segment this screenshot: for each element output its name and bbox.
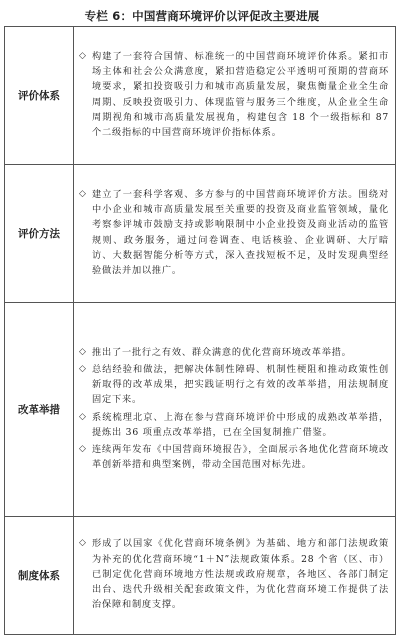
- item-text: 系统梳理北京、上海在参与营商环境评价中形成的成熟改革举措，提炼出 36 项重点改革举措，已在全国复制推广借鉴。: [92, 411, 389, 438]
- list-item: [79, 345, 389, 360]
- item-text: 推出了一批行之有效、群众满意的优化营商环境改革举措。: [92, 346, 352, 358]
- list-item: [79, 49, 389, 140]
- list-item: [79, 536, 389, 612]
- list-item: [79, 442, 389, 472]
- category-label: 制度体系: [5, 517, 74, 635]
- category-label: 评价体系: [5, 27, 74, 165]
- diamond-bullet-icon: ◇: [79, 538, 87, 549]
- category-content: [74, 303, 396, 517]
- item-text: 形成了以国家《优化营商环境条例》为基础、地方和部门法规政策为补充的优化营商环境“1＋N”法规政策体系。28 个省（区、市）已制定优化营商环境地方性法规或政府规章，各地区、各部门制定出台、迭代升级相关配套政策文件，为优化营商环境工作提供了法治保障和制度支撑。: [92, 538, 389, 611]
- diamond-bullet-icon: ◇: [79, 363, 87, 374]
- list-item: [79, 187, 389, 278]
- box-title: 专栏 6：中国营商环境评价以评促改主要进展: [84, 9, 320, 23]
- diamond-bullet-icon: ◇: [79, 50, 87, 61]
- list-item: [79, 410, 389, 440]
- category-label: 改革举措: [5, 303, 74, 517]
- diamond-bullet-icon: ◇: [79, 443, 87, 454]
- item-text: 连续两年发布《中国营商环境报告》，全面展示各地优化营商环境改革创新举措和典型案例，带动全国范围对标先进。: [92, 443, 389, 471]
- category-content: [74, 517, 396, 635]
- category-content: [74, 165, 396, 303]
- category-label: 评价方法: [5, 165, 74, 303]
- table-row-reform-measures: [5, 303, 396, 517]
- diamond-bullet-icon: ◇: [79, 188, 87, 199]
- table-row-institutional-system: [5, 517, 396, 635]
- item-text: 建立了一套科学客观、多方参与的中国营商环境评价方法。围绕对中小企业和城市高质量发展至关重要的投资及商业监管领域，量化考察参评城市鼓励支持或影响限制中小企业投资及商业活动的监管规则、政务服务，通过问卷调查、电话核验、企业调研、大厅暗访、大数据智能分析等方式，深入查找短板不足，及时发现典型经验做法并加以推广。: [92, 188, 389, 276]
- item-text: 总结经验和做法，把解决体制性障碍、机制性梗阻和推动政策性创新取得的改革成果，把实践证明行之有效的改革举措，用法规制度固定下来。: [92, 363, 389, 406]
- progress-table: [4, 26, 396, 635]
- item-text: 构建了一套符合国情、标准统一的中国营商环境评价体系。紧扣市场主体和社会公众满意度，紧扣营造稳定公平透明可预期的营商环境要求，紧扣投资吸引力和城市高质量发展，聚焦衡量企业全生命周期、反映投资吸引力、体现监管与服务三个维度，从企业全生命周期视角和城市高质量发展视角，构建包含 18 个一级指标和 87 个二级指标的中国营商环境评价指标体系。: [92, 50, 389, 138]
- diamond-bullet-icon: ◇: [79, 411, 87, 422]
- table-row-evaluation-system: [5, 27, 396, 165]
- diamond-bullet-icon: ◇: [79, 346, 87, 357]
- table-row-evaluation-method: [5, 165, 396, 303]
- category-content: [74, 27, 396, 165]
- list-item: [79, 362, 389, 408]
